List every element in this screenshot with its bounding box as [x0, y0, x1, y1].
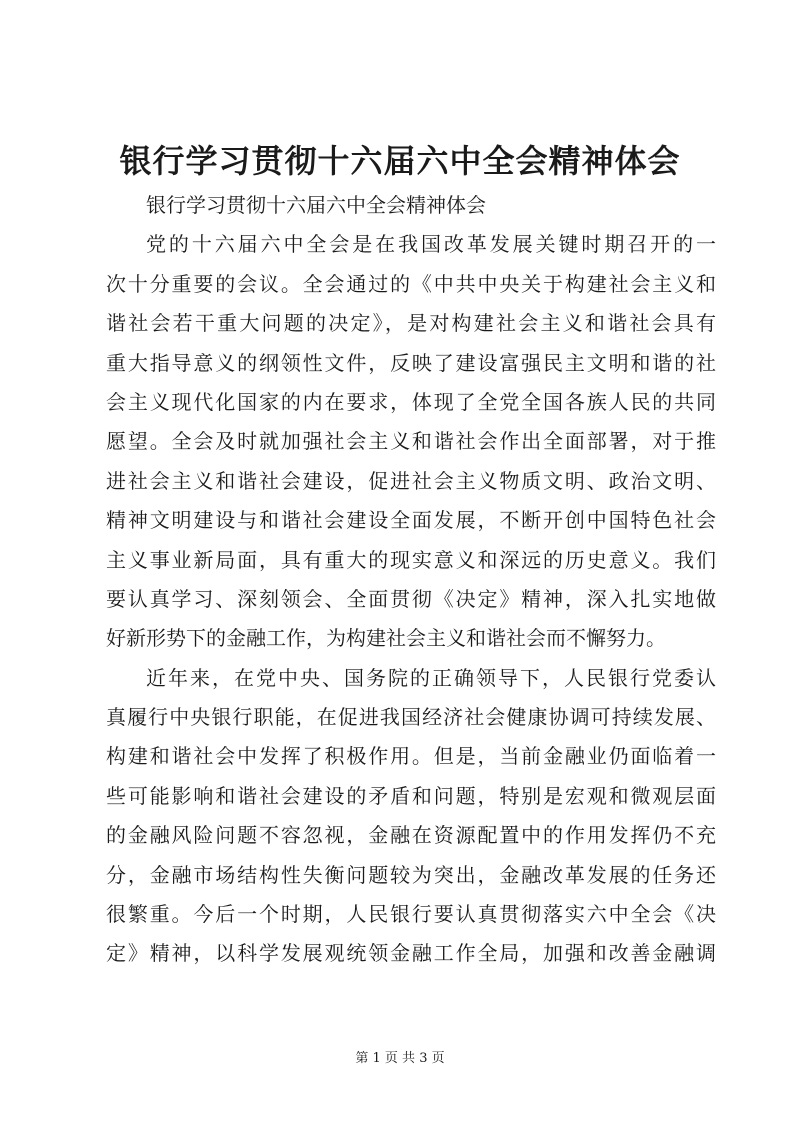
- document-title: 银行学习贯彻十六届六中全会精神体会: [119, 142, 681, 180]
- paragraph-1-line: 谐社会若干重大问题的决定》，是对构建社会主义和谐社会具有: [106, 311, 716, 336]
- page-footer: 第 1 页 共 3 页: [355, 1051, 445, 1066]
- paragraph-2-line: 真履行中央银行职能，在促进我国经济社会健康协调可持续发展、: [106, 705, 716, 730]
- subtitle-line: 银行学习贯彻十六届六中全会精神体会: [146, 193, 486, 217]
- paragraph-1-line: 主义事业新局面，具有重大的现实意义和深远的历史意义。我们: [106, 547, 716, 572]
- paragraph-2-line: 很繁重。今后一个时期，人民银行要认真贯彻落实六中全会《决: [106, 902, 716, 927]
- paragraph-2-line: 的金融风险问题不容忽视，金融在资源配置中的作用发挥仍不充: [106, 823, 716, 848]
- paragraph-1-line: 会主义现代化国家的内在要求，体现了全党全国各族人民的共同: [106, 389, 716, 414]
- paragraph-1-line: 进社会主义和谐社会建设，促进社会主义物质文明、政治文明、: [106, 468, 716, 493]
- paragraph-1-line: 愿望。全会及时就加强社会主义和谐社会作出全面部署，对于推: [106, 429, 716, 454]
- paragraph-2-line: 定》精神，以科学发展观统领金融工作全局，加强和改善金融调: [106, 941, 716, 966]
- paragraph-1-line: 好新形势下的金融工作，为构建社会主义和谐社会而不懈努力。: [106, 626, 666, 651]
- paragraph-1-line: 重大指导意义的纲领性文件，反映了建设富强民主文明和谐的社: [106, 350, 716, 375]
- document-body: [106, 186, 716, 974]
- paragraph-1-line: 精神文明建设与和谐社会建设全面发展，不断开创中国特色社会: [106, 508, 716, 533]
- paragraph-1-line: 党的十六届六中全会是在我国改革发展关键时期召开的一: [146, 232, 716, 257]
- paragraph-2-line: 构建和谐社会中发挥了积极作用。但是，当前金融业仍面临着一: [106, 744, 716, 769]
- paragraph-1-line: 要认真学习、深刻领会、全面贯彻《决定》精神，深入扎实地做: [106, 586, 716, 611]
- paragraph-1-line: 次十分重要的会议。全会通过的《中共中央关于构建社会主义和: [106, 271, 716, 296]
- paragraph-2-line: 近年来，在党中央、国务院的正确领导下，人民银行党委认: [146, 665, 716, 690]
- paragraph-2-line: 分，金融市场结构性失衡问题较为突出，金融改革发展的任务还: [106, 862, 716, 887]
- paragraph-2-line: 些可能影响和谐社会建设的矛盾和问题，特别是宏观和微观层面: [106, 783, 716, 808]
